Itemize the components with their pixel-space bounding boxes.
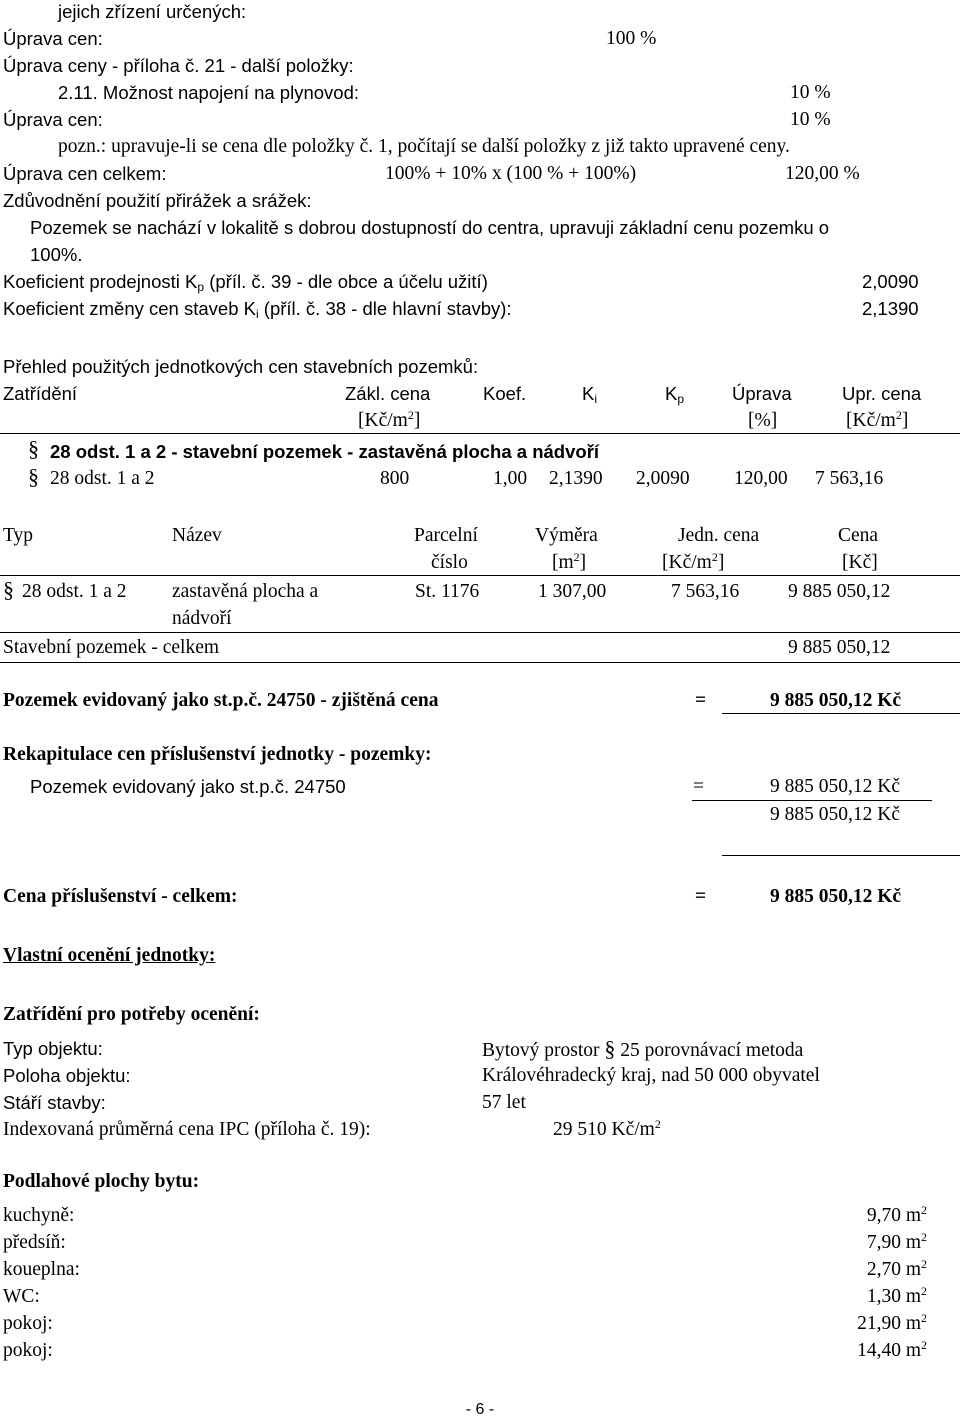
land-row-nazev: zastavěná plocha a — [172, 581, 319, 602]
poloha-objektu-label: Poloha objektu: — [3, 1065, 131, 1086]
typ-objektu-label: Typ objektu: — [3, 1038, 103, 1059]
poloha-objektu-value: Královéhradecký kraj, nad 50 000 obyvatel — [482, 1065, 820, 1086]
col-jedn-cena-unit: $[Kč/m^2]$ — [662, 550, 725, 573]
prislusenstvi-value: 9 885 050,12 Kč — [770, 886, 902, 907]
col-upr-cena-unit: $[Kč/m^2]$ — [846, 408, 909, 431]
row-ki: 2,1390 — [549, 468, 603, 489]
land-total-rule — [0, 632, 960, 633]
uprava-cen2-value: 10 % — [790, 109, 831, 130]
col-uprava: Úprava — [732, 383, 792, 404]
equals-sign: = — [693, 776, 704, 797]
koeficient-prodejnosti-value: 2,0090 — [862, 271, 919, 292]
priloha21-label: Úprava ceny - příloha č. 21 - další položky: — [3, 55, 354, 76]
section-icon: § — [604, 1036, 616, 1061]
zatrideni-title: Zatřídění pro potřeby ocenění: — [3, 1004, 260, 1025]
land-row-vymera: 1 307,00 — [538, 581, 607, 602]
zduvodneni-text-cont: 100%. — [30, 244, 83, 265]
table-header-rule — [0, 433, 960, 434]
typ-objektu-value: Bytový prostor § 25 porovnávací metoda — [482, 1036, 804, 1061]
row-uprava: 120,00 — [734, 468, 788, 489]
plynovod-value: 10 % — [790, 82, 831, 103]
rekapitulace-item-value: 9 885 050,12 Kč — [770, 776, 900, 797]
uprava-cen-value: 100 % — [606, 28, 657, 49]
prislusenstvi-label: Cena příslušenství - celkem: — [3, 886, 238, 907]
floor-area-value: 9,70 $m^2$ — [866, 1203, 927, 1226]
col-zakl-cena-unit: $[Kč/m^2]$ — [358, 408, 421, 431]
uprava-celkem-value: 120,00 % — [785, 163, 860, 184]
col-koef: Koef. — [483, 383, 527, 404]
col-vymera: Výměra — [535, 525, 598, 546]
row-zakl-cena: 800 — [380, 468, 410, 489]
land-row-nazev-cont: nádvoří — [172, 608, 232, 629]
land-row-parcelni: St. 1176 — [415, 581, 480, 602]
col-vymera-unit: $[m^2]$ — [552, 550, 587, 573]
unit-prices-title: Přehled použitých jednotkových cen stavebních pozemků: — [3, 356, 479, 377]
floor-area-name: koueplna: — [3, 1259, 80, 1280]
col-jedn-cena: Jedn. cena — [678, 525, 760, 546]
floor-area-name: pokoj: — [3, 1313, 53, 1334]
vlastni-oceneni-title: Vlastní ocenění jednotky: — [3, 945, 216, 966]
section-icon: § — [28, 464, 39, 489]
land-bottom-rule — [0, 662, 960, 663]
col-cena: Cena — [838, 525, 879, 546]
floor-area-value: 14,40 $m^2$ — [857, 1338, 927, 1361]
land-row-typ: 28 odst. 1 a 2 — [22, 581, 127, 602]
floor-area-name: předsíň: — [3, 1232, 66, 1253]
podlahove-plochy-title: Podlahové plochy bytu: — [3, 1171, 200, 1192]
col-zakl-cena: Zákl. cena — [345, 383, 431, 404]
col-ki: $K_i$ — [582, 383, 598, 406]
land-total-value: 9 885 050,12 — [788, 637, 891, 658]
col-zatrideni: Zatřídění — [3, 383, 78, 404]
col-parcelni-2: číslo — [431, 552, 468, 573]
equals-sign: = — [695, 886, 707, 907]
floor-area-name: pokoj: — [3, 1340, 53, 1361]
ipc-value: 29 510 $Kč/m^2$ — [553, 1117, 661, 1140]
ipc-label: Indexovaná průměrná cena IPC (příloha č. 19): — [3, 1119, 371, 1140]
rekapitulace-title: Rekapitulace cen příslušenství jednotky - pozemky: — [3, 744, 432, 765]
row-koef: 1,00 — [493, 468, 528, 489]
page-number: - 6 - — [465, 1401, 495, 1418]
col-typ: Typ — [3, 525, 34, 546]
uprava-celkem-formula: 100% + 10% x (100 % + 100%) — [385, 163, 637, 184]
floor-area-name: kuchyně: — [3, 1205, 75, 1226]
col-nazev: Název — [172, 525, 222, 546]
land-row-cena: 9 885 050,12 — [788, 581, 891, 602]
rekapitulace-bottom-rule — [722, 855, 960, 856]
row-kp: 2,0090 — [636, 468, 690, 489]
row-upr-cena: 7 563,16 — [815, 468, 884, 489]
uprava-cen2-label: Úprava cen: — [3, 109, 103, 130]
floor-area-value: 21,90 $m^2$ — [857, 1311, 927, 1334]
land-row-jedn-cena: 7 563,16 — [671, 581, 740, 602]
stari-stavby-value: 57 let — [482, 1092, 526, 1113]
section-icon: § — [3, 577, 14, 602]
pozemek-zjistena-cena-value: 9 885 050,12 Kč — [770, 690, 902, 711]
zduvodneni-text: Pozemek se nachází v lokalitě s dobrou dostupností do centra, upravuji základní cenu pozemku o — [30, 217, 830, 238]
value-underline — [722, 713, 960, 714]
plynovod-label: 2.11. Možnost napojení na plynovod: — [58, 82, 360, 103]
equals-sign: = — [695, 690, 707, 711]
pozemek-zjistena-cena-label: Pozemek evidovaný jako st.p.č. 24750 - zjištěná cena — [3, 690, 439, 711]
rekapitulace-sum: 9 885 050,12 Kč — [770, 804, 900, 825]
floor-area-value: 2,70 $m^2$ — [866, 1257, 927, 1280]
col-uprava-unit: [%] — [748, 410, 778, 431]
land-total-label: Stavební pozemek - celkem — [3, 637, 220, 658]
row-zatrideni: 28 odst. 1 a 2 — [50, 468, 155, 489]
land-header-rule — [0, 575, 960, 576]
group-title: 28 odst. 1 a 2 - stavební pozemek - zastavěná plocha a nádvoří — [50, 441, 600, 462]
zduvodneni-label: Zdůvodnění použití přirážek a srážek: — [3, 190, 312, 211]
koeficient-prodejnosti-label: Koeficient prodejnosti $K_p$ (příl. č. 39 - dle obce a účelu užití) — [3, 271, 488, 294]
uprava-cen-label: Úprava cen: — [3, 28, 103, 49]
col-parcelni: Parcelní — [414, 525, 478, 546]
text-line-zrizeni: jejich zřízení určených: — [58, 1, 247, 22]
pozn-text: pozn.: upravuje-li se cena dle položky č. 1, počítají se další položky z již takto upravené ceny. — [58, 136, 790, 157]
rekapitulace-item-label: Pozemek evidovaný jako st.p.č. 24750 — [30, 776, 346, 797]
col-cena-unit: [Kč] — [842, 552, 878, 573]
floor-area-value: 1,30 $m^2$ — [866, 1284, 927, 1307]
stari-stavby-label: Stáří stavby: — [3, 1092, 106, 1113]
rekapitulace-rule — [692, 800, 932, 801]
floor-area-name: WC: — [3, 1286, 40, 1307]
col-upr-cena: Upr. cena — [842, 383, 922, 404]
koeficient-zmeny-value: 2,1390 — [862, 298, 919, 319]
section-icon: § — [28, 436, 39, 461]
uprava-celkem-label: Úprava cen celkem: — [3, 163, 167, 184]
floor-area-value: 7,90 $m^2$ — [866, 1230, 927, 1253]
koeficient-zmeny-label: Koeficient změny cen staveb $K_i$ (příl. č. 38 - dle hlavní stavby): — [3, 298, 512, 321]
col-kp: $K_p$ — [665, 383, 685, 406]
